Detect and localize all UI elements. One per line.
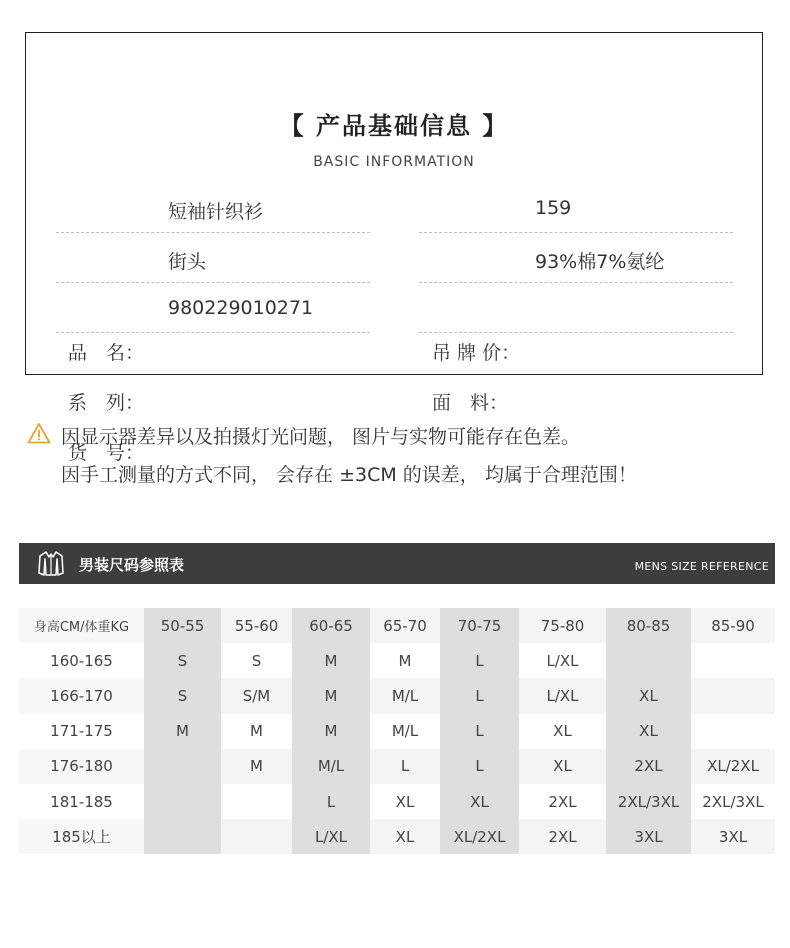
size-table-row <box>19 819 775 854</box>
size-cell: M/L <box>292 749 370 784</box>
size-cell <box>691 714 775 749</box>
size-cell <box>144 749 221 784</box>
size-cell: L <box>440 678 519 713</box>
size-cell: 2XL/3XL <box>606 784 691 819</box>
info-value: 93%棉7%氨纶 <box>535 251 665 273</box>
size-cell: L <box>440 643 519 678</box>
size-cell: M <box>292 678 370 713</box>
size-cell: XL/2XL <box>440 819 519 854</box>
info-subtitle: BASIC INFORMATION <box>313 154 475 170</box>
weight-column-header: 70-75 <box>440 608 519 643</box>
size-table-row <box>19 714 775 749</box>
size-cell <box>691 678 775 713</box>
size-table-row <box>19 678 775 713</box>
info-label: 面 料： <box>432 392 509 414</box>
size-cell: XL <box>519 714 606 749</box>
size-cell: XL <box>519 749 606 784</box>
size-cell: L/XL <box>292 819 370 854</box>
size-table-row <box>19 749 775 784</box>
size-cell: 2XL <box>519 784 606 819</box>
size-cell <box>606 643 691 678</box>
size-cell: 2XL <box>606 749 691 784</box>
info-value: 159 <box>535 197 572 219</box>
size-table-row <box>19 784 775 819</box>
height-range-cell: 176-180 <box>19 749 144 784</box>
size-cell: L <box>370 749 440 784</box>
info-value: 980229010271 <box>168 297 314 319</box>
weight-column-header: 55-60 <box>221 608 292 643</box>
size-cell: 2XL <box>519 819 606 854</box>
size-chart-header <box>19 543 775 584</box>
shirt-icon <box>37 550 65 577</box>
warning-triangle-icon <box>27 422 51 444</box>
size-cell <box>144 784 221 819</box>
corner-label: 身高CM/体重KG <box>19 608 144 643</box>
size-cell: M/L <box>370 714 440 749</box>
info-label: 吊 牌 价： <box>432 342 521 364</box>
height-range-cell: 185以上 <box>19 819 144 854</box>
size-cell: M <box>292 714 370 749</box>
size-table-header-row <box>19 608 775 643</box>
size-table <box>19 608 775 854</box>
info-title: 【 产品基础信息 】 <box>279 112 509 140</box>
height-range-cell: 181-185 <box>19 784 144 819</box>
size-cell: S <box>144 678 221 713</box>
size-cell <box>221 819 292 854</box>
size-cell: M <box>144 714 221 749</box>
size-cell: L <box>440 714 519 749</box>
info-label: 品 名： <box>68 342 145 364</box>
size-cell: S <box>221 643 292 678</box>
size-cell: M <box>221 749 292 784</box>
size-cell: XL <box>606 714 691 749</box>
size-cell: M/L <box>370 678 440 713</box>
size-cell: L/XL <box>519 678 606 713</box>
size-cell: L <box>292 784 370 819</box>
size-cell: M <box>292 643 370 678</box>
info-value: 短袖针织衫 <box>168 201 264 223</box>
weight-column-header: 80-85 <box>606 608 691 643</box>
size-cell: S <box>144 643 221 678</box>
size-cell: XL <box>370 784 440 819</box>
height-range-cell: 166-170 <box>19 678 144 713</box>
size-cell: 3XL <box>691 819 775 854</box>
info-label: 系 列： <box>68 392 145 414</box>
size-cell <box>221 784 292 819</box>
size-chart-reference: MENS SIZE REFERENCE <box>634 560 769 573</box>
info-row-empty <box>419 283 733 333</box>
weight-column-header: 50-55 <box>144 608 221 643</box>
height-range-cell: 160-165 <box>19 643 144 678</box>
weight-column-header: 75-80 <box>519 608 606 643</box>
size-cell: XL <box>606 678 691 713</box>
weight-column-header: 85-90 <box>691 608 775 643</box>
size-chart-title: 男装尺码参照表 <box>79 556 185 574</box>
size-cell: XL <box>440 784 519 819</box>
size-cell: 2XL/3XL <box>691 784 775 819</box>
notice-line-2: 因手工测量的方式不同， 会存在 ±3CM 的误差， 均属于合理范围！ <box>61 464 637 486</box>
info-value: 街头 <box>168 251 207 273</box>
size-cell: S/M <box>221 678 292 713</box>
size-cell: M <box>221 714 292 749</box>
size-cell: L <box>440 749 519 784</box>
size-cell: XL/2XL <box>691 749 775 784</box>
weight-column-header: 65-70 <box>370 608 440 643</box>
size-cell <box>691 643 775 678</box>
size-cell: M <box>370 643 440 678</box>
size-cell <box>144 819 221 854</box>
notice-line-1: 因显示器差异以及拍摄灯光问题， 图片与实物可能存在色差。 <box>61 426 581 448</box>
size-table-row <box>19 643 775 678</box>
info-label: 货 号： <box>68 442 145 464</box>
size-cell: XL <box>370 819 440 854</box>
size-cell: L/XL <box>519 643 606 678</box>
height-range-cell: 171-175 <box>19 714 144 749</box>
size-cell: 3XL <box>606 819 691 854</box>
weight-column-header: 60-65 <box>292 608 370 643</box>
